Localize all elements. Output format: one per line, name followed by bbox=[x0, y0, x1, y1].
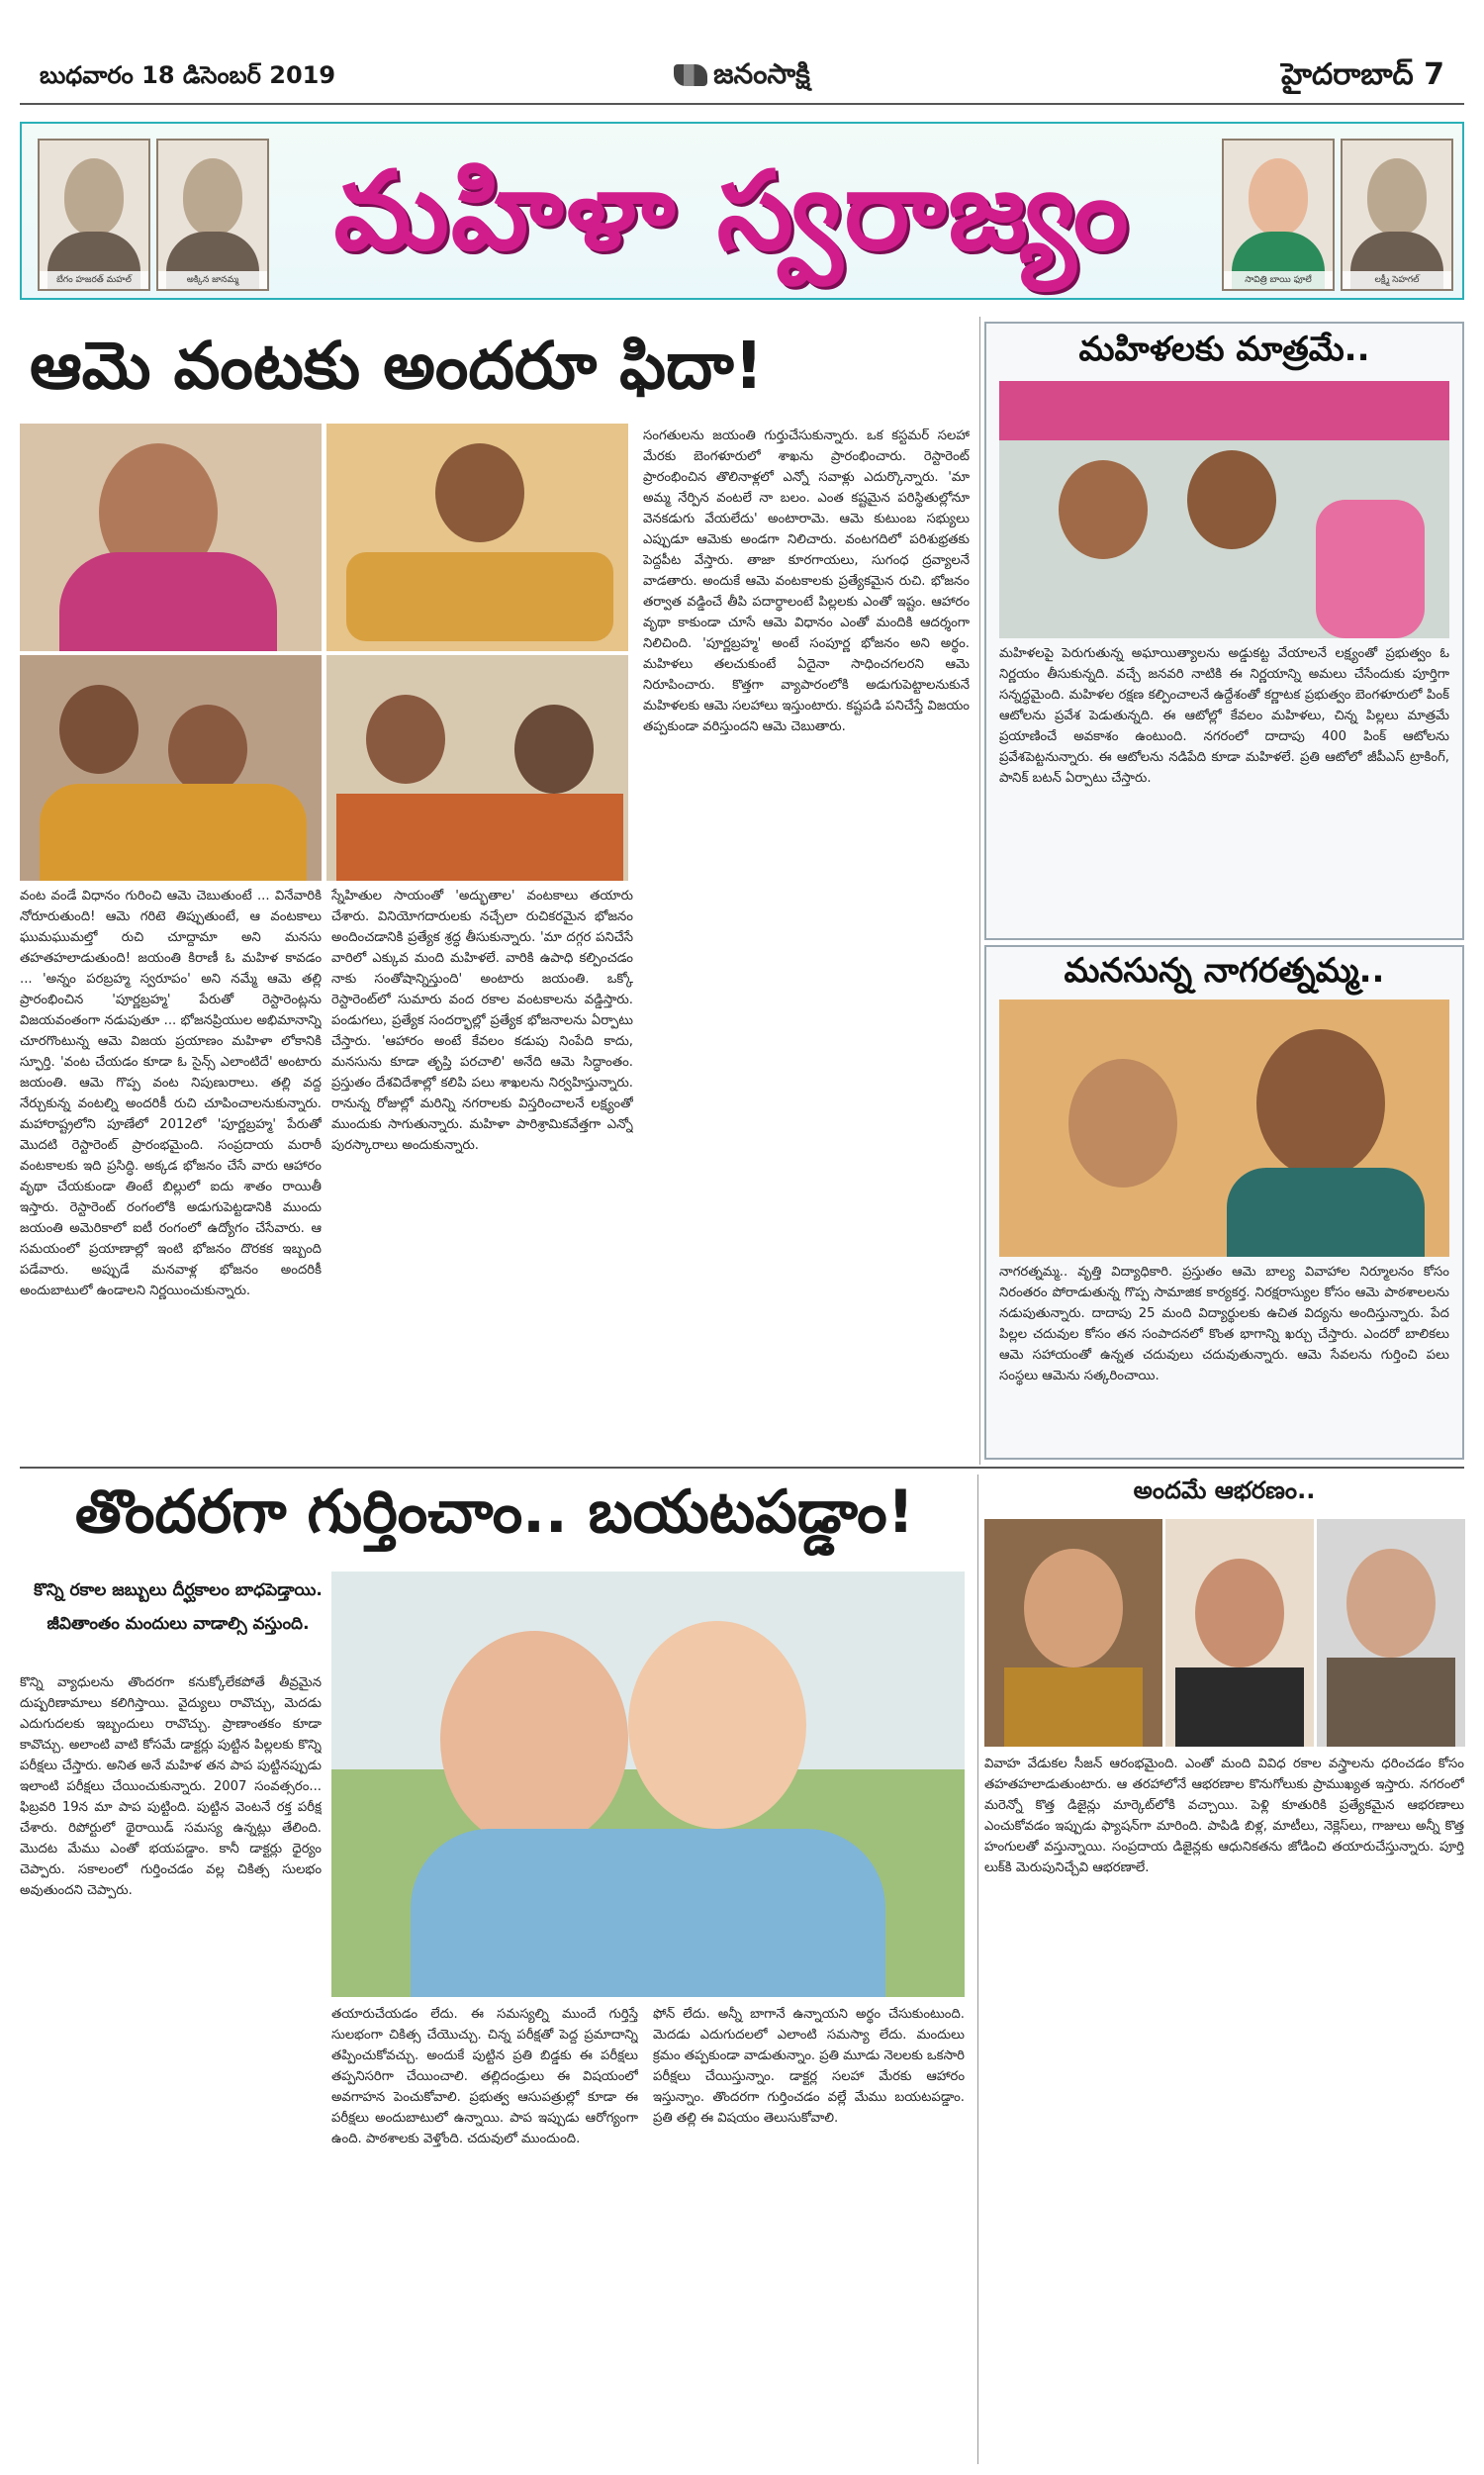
photo-serving bbox=[326, 655, 628, 881]
story2-column-2: తయారుచేయడం లేదు. ఈ సమస్యల్ని ముందే గుర్తిస్తే సులభంగా చికిత్స చేయొచ్చు. చిన్న పరీక్షతో పెద్ద ప్రమాదాన్ని తప్పించుకోవచ్చు. అందుకే పుట్టిన ప్రతి బిడ్డకు ఈ పరీక్షలు తప్పనిసరిగా చేయించాలి. తల్లిదండ్రులు ఈ విషయంలో అవగాహన పెంచుకోవాలి. ప్రభుత్వ ఆసుపత్రుల్లో కూడా ఈ పరీక్షలు అందుబాటులో ఉన్నాయి. పాప ఇప్పుడు ఆరోగ్యంగా ఉంది. పాఠశాలకు వెళ్తోంది. చదువులో ముందుంది. bbox=[331, 2007, 638, 2146]
story2-column-3: ఫోన్ లేదు. అన్నీ బాగానే ఉన్నాయని అర్థం చేసుకుంటుంది. మెదడు ఎదుగుదలలో ఎలాంటి సమస్యా లేదు. మందులు క్రమం తప్పకుండా వాడుతున్నాం. ప్రతి మూడు నెలలకు ఒకసారి పరీక్షలు చేయిస్తున్నాం. డాక్టర్ల సలహా మేరకు ఆహారం ఇస్తున్నాం. తొందరగా గుర్తించడం వల్లే మేము బయటపడ్డాం. ప్రతి తల్లి ఈ విషయం తెలుసుకోవాలి. bbox=[653, 2007, 965, 2126]
photo-bride-2 bbox=[1165, 1519, 1314, 1747]
portrait-2 bbox=[156, 139, 269, 291]
issue-date: బుధవారం 18 డిసెంబర్ 2019 bbox=[40, 61, 336, 89]
portrait-caption: సావిత్రి బాయి ఫూలే bbox=[1224, 271, 1333, 289]
story1-column-1: వంట వండే విధానం గురించి ఆమె చెబుతుంటే ... వినేవారికి నోరూరుతుంది! ఆమె గరిటె తిప్పుతుంటే, ఆ వంటకాలు ఘుమఘుమల్తో రుచి చూద్దామా అని మనసు తహతహలాడుతుంది! జయంతి కిరాణీ ఓ మహిళ కావడం ... 'అన్నం పరబ్రహ్మ స్వరూపం' అని నమ్మే ఆమె తల్లి ప్రారంభించిన 'పూర్ణబ్రహ్మ' పేరుతో రెస్టారెంట్లను విజయవంతంగా నడుపుతూ ... భోజనప్రియుల అభిమానాన్ని చూరగొంటున్న ఆమె విజయ ప్రయాణం మహిళా లోకానికి స్ఫూర్తి. 'వంట చేయడం కూడా ఓ సైన్స్ ఎలాంటిదే' అంటారు జయంతి. ఆమె గొప్ప వంట నిపుణురాలు. తల్లి వద్ద నేర్చుకున్న వంటల్ని అందరికీ రుచి చూపించాలనుకున్నారు. మహారాష్ట్రలోని పూణేలో 2012లో 'పూర్ణబ్రహ్మ' పేరుతో మొదటి రెస్టారెంట్ ప్రారంభమైంది. సంప్రదాయ మరాఠీ వంటకాలకు ఇది ప్రసిద్ధి. అక్కడ భోజనం చేసే వారు ఆహారం వృథా చేయకుండా తింటే బిల్లులో ఐదు శాతం రాయితీ ఇస్తారు. రెస్టారెంట్ రంగంలోకి అడుగుపెట్టడానికి ముందు జయంతి అమెరికాలో ఐటీ రంగంలో ఉద్యోగం చేసేవారు. ఆ సమయంలో ప్రయాణాల్లో ఇంటి భోజనం దొరకక ఇబ్బంది పడేవారు. అప్పుడే మనవాళ్ల భోజనం అందరికీ అందుబాటులో ఉండాలని నిర్ణయించుకున్నారు. bbox=[20, 889, 322, 1298]
story1-column-2: స్నేహితుల సాయంతో 'అద్భుతాల' వంటకాలు తయారు చేశారు. వినియోగదారులకు నచ్చేలా రుచికరమైన భోజనం అందించడానికి ప్రత్యేక శ్రద్ధ తీసుకున్నారు. 'మా దగ్గర పనిచేసే వారిలో ఎక్కువ మంది మహిళలే. వారికి ఉపాధి కల్పించడం నాకు సంతోషాన్నిస్తుంది' అంటారు జయంతి. ఒక్కో రెస్టారెంట్‌లో సుమారు వంద రకాల వంటకాలను వడ్డిస్తారు. పండుగలు, ప్రత్యేక సందర్భాల్లో ప్రత్యేక భోజనాలను ఏర్పాటు చేస్తారు. 'ఆహారం అంటే కేవలం కడుపు నింపేది కాదు, మనసును కూడా తృప్తి పరచాలి' అనేది ఆమె సిద్ధాంతం. ప్రస్తుతం దేశవిదేశాల్లో కలిపి పలు శాఖలను నిర్వహిస్తున్నారు. రానున్న రోజుల్లో మరిన్ని నగరాలకు విస్తరించాలనే లక్ష్యంతో ముందుకు సాగుతున్నారు. మహిళా పారిశ్రామికవేత్తగా ఎన్నో పురస్కారాలు అందుకున్నారు. bbox=[331, 889, 633, 1153]
photo-couple bbox=[20, 655, 322, 881]
portrait-caption: అక్కిన జానమ్మ bbox=[158, 271, 267, 289]
portrait-caption: బేగం హజరత్ మహల్ bbox=[40, 271, 148, 289]
portrait-4 bbox=[1341, 139, 1453, 291]
story1-headline: ఆమె వంటకు అందరూ ఫిదా! bbox=[30, 328, 764, 404]
story1-column-3: సంగతులను జయంతి గుర్తుచేసుకున్నారు. ఒక కస్టమర్ సలహా మేరకు బెంగళూరులో శాఖను ప్రారంభించారు. రెస్టారెంట్ ప్రారంభించిన తొలినాళ్లలో ఎన్నో సవాళ్లు ఎదుర్కొన్నారు. 'మా అమ్మ నేర్పిన వంటలే నా బలం. ఎంత కష్టమైన పరిస్థితుల్లోనూ వెనకడుగు వేయలేదు' అంటారామె. ఆమె కుటుంబ సభ్యులు ఎప్పుడూ ఆమెకు అండగా నిలిచారు. వంటగదిలో పరిశుభ్రతకు పెద్దపీట వేస్తారు. తాజా కూరగాయలు, సుగంధ ద్రవ్యాలనే వాడతారు. అందుకే ఆమె వంటకాలకు ప్రత్యేకమైన రుచి. భోజనం తర్వాత వడ్డించే తీపి పదార్థాలంటే పిల్లలకు ఎంతో ఇష్టం. ఆహారం వృథా కాకుండా చూసే ఆమె విధానం ఎంతో మందికి ఆదర్శంగా నిలిచింది. 'పూర్ణబ్రహ్మ' అంటే సంపూర్ణ భోజనం అని అర్థం. మహిళలు తలచుకుంటే ఏదైనా సాధించగలరని ఆమె నిరూపించారు. కొత్తగా వ్యాపారంలోకి అడుగుపెట్టాలనుకునే మహిళలకు ఆమె సలహాలు ఇస్తుంటారు. కష్టపడి పనిచేస్తే విజయం తప్పకుండా వరిస్తుందని ఆమె చెబుతారు. bbox=[643, 428, 970, 734]
side2-headline: మనసున్న నాగరత్నమ్మ.. bbox=[1064, 951, 1385, 991]
photo-buffet bbox=[326, 424, 628, 651]
photo-jayanthi-portrait bbox=[20, 424, 322, 651]
city-page-number: హైదరాబాద్ 7 bbox=[1281, 57, 1444, 92]
story2-column-4: వివాహ వేడుకల సీజన్ ఆరంభమైంది. ఎంతో మంది వివిధ రకాల వస్త్రాలను ధరించడం కోసం తహతహలాడుతుంటారు. ఆ తరహాలోనే ఆభరణాల కొనుగోలుకు ప్రాముఖ్యత ఇస్తారు. నగరంలో మరెన్నో కొత్త డిజైన్లు మార్కెట్‌లోకి వచ్చాయి. పెళ్లి కూతురికి ప్రత్యేకమైన ఆభరణాలు ఎంచుకోవడం ఇప్పుడు ఫ్యాషన్‌గా మారింది. పాపిడి బిళ్ల, మాటీలు, నెక్లెస్‌లు, గాజులు అన్నీ కొత్త హంగులతో వస్తున్నాయి. సంప్రదాయ డిజైన్లకు ఆధునికతను జోడించి తయారుచేస్తున్నారు. పూర్తి లుక్‌కి మెరుపునిచ్చేవి ఆభరణాలే. bbox=[984, 1757, 1464, 1875]
photo-bride-3 bbox=[1317, 1519, 1465, 1747]
story2-strap: కొన్ని రకాల జబ్బులు దీర్ఘకాలం బాధపెడ్తాయి. జీవితాంతం మందులు వాడాల్సి వస్తుంది. bbox=[34, 1580, 323, 1634]
side1-text: మహిళలపై పెరుగుతున్న అఘాయిత్యాలను అడ్డుకట్ట వేయాలనే లక్ష్యంతో ప్రభుత్వం ఓ నిర్ణయం తీసుకున్నది. వచ్చే జనవరి నాటికి ఈ నిర్ణయాన్ని అమలు చేసేందుకు పూర్తిగా సన్నద్ధమైంది. మహిళల రక్షణ కల్పించాలనే ఉద్దేశంతో కర్ణాటక ప్రభుత్వం బెంగళూరులో పింక్ ఆటోలను ప్రవేశ పెడుతున్నది. ఈ ఆటోల్లో కేవలం మహిళలు, చిన్న పిల్లలు మాత్రమే ప్రయాణించే అవకాశం ఉంటుంది. నగరంలో దాదాపు 400 పింక్ ఆటోలను ప్రవేశపెట్టనున్నారు. ఈ ఆటోలను నడిపేది కూడా మహిళలే. ప్రతి ఆటోలో జీపీఎస్ ట్రాకింగ్, పానిక్ బటన్ ఏర్పాటు చేస్తారు. bbox=[999, 646, 1449, 786]
side2-text: నాగరత్నమ్మ.. వృత్తి విద్యాధికారి. ప్రస్తుతం ఆమె బాల్య వివాహాల నిర్మూలనం కోసం నిరంతరం పోరాడుతున్న గొప్ప సామాజిక కార్యకర్త. నిరక్షరాస్యుల కోసం ఆమె పాఠశాలలను నడుపుతున్నారు. దాదాపు 25 మంది విద్యార్థులకు ఉచిత విద్యను అందిస్తున్నారు. పేద పిల్లల చదువుల కోసం తన సంపాదనలో కొంత భాగాన్ని ఖర్చు చేస్తారు. ఎందరో బాలికలు ఆమె సహాయంతో ఉన్నత చదువులు చదువుతున్నారు. ఆమె సేవలను గుర్తించి పలు సంస్థలు ఆమెను సత్కరించాయి. bbox=[999, 1265, 1449, 1383]
newspaper-logo bbox=[0, 57, 1484, 97]
photo-bride-1 bbox=[984, 1519, 1162, 1747]
portrait-3 bbox=[1222, 139, 1335, 291]
story2-headline: తొందరగా గుర్తించాం.. బయటపడ్డాం! bbox=[74, 1477, 915, 1547]
portrait-caption: లక్ష్మీ సెహగల్ bbox=[1343, 271, 1451, 289]
column-rule bbox=[977, 1475, 978, 2464]
column-rule bbox=[979, 317, 980, 1465]
story2-column-1: కొన్ని వ్యాధులను తొందరగా కనుక్కోలేకపోతే తీవ్రమైన దుష్పరిణామాలు కలిగిస్తాయి. వైద్యులు రావొచ్చు, మెదడు ఎదుగుదలకు ఇబ్బందులు రావొచ్చు. ప్రాణాంతకం కూడా కావొచ్చు. అలాంటి వాటి కోసమే డాక్టర్లు పుట్టిన పిల్లలకు కొన్ని పరీక్షలు చేస్తారు. అనిత అనే మహిళ తన పాప పుట్టినప్పుడు ఇలాంటి పరీక్షలు చేయించుకున్నారు. 2007 సంవత్సరం... ఫిబ్రవరి 19న మా పాప పుట్టింది. పుట్టిన వెంటనే రక్త పరీక్ష చేశారు. రిపోర్టులో థైరాయిడ్ సమస్య ఉన్నట్లు తేలింది. మొదట మేము ఎంతో భయపడ్డాం. కానీ డాక్టర్లు ధైర్యం చెప్పారు. సకాలంలో గుర్తించడం వల్ల చికిత్స సులభం అవుతుందని చెప్పారు. bbox=[20, 1675, 322, 1898]
photo-pink-auto bbox=[999, 381, 1449, 638]
photo-nagaratnamma bbox=[999, 1000, 1449, 1257]
side1-headline: మహిళలకు మాత్రమే.. bbox=[1078, 330, 1370, 369]
side3-headline: అందమే ఆభరణం.. bbox=[1133, 1476, 1316, 1504]
section-rule bbox=[20, 1467, 1464, 1469]
banner-title: మహిళా స్వరాజ్యం bbox=[333, 147, 1131, 274]
portrait-1 bbox=[38, 139, 150, 291]
photo-mother-daughter bbox=[331, 1571, 965, 1997]
paper-logo-icon bbox=[674, 64, 707, 86]
paper-name: జనంసాక్షి bbox=[713, 57, 810, 90]
masthead-rule bbox=[20, 103, 1464, 105]
